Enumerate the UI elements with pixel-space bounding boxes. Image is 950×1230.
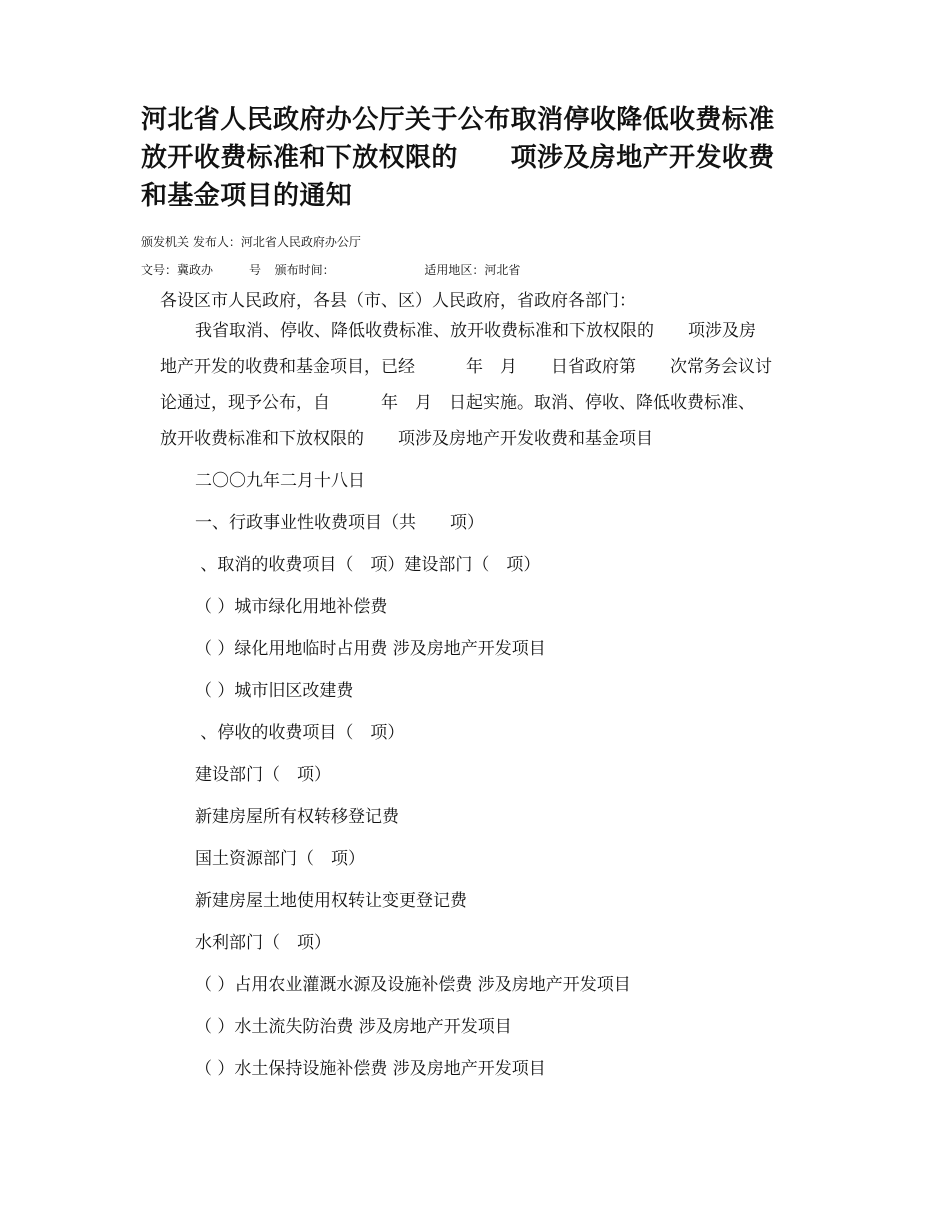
list-item: （ ）城市绿化用地补偿费 [195,597,388,617]
department-heading: 水利部门（ 项） [195,933,331,953]
meta-issue-time: 颁布时间： [274,263,335,277]
subsection-heading: 、取消的收费项目（ 项）建设部门（ 项） [195,555,541,575]
date-line: 二〇〇九年二月十八日 [195,471,365,491]
list-item: （ ）水土保持设施补偿费 涉及房地产开发项目 [195,1059,546,1079]
meta-info-line [141,262,520,278]
body-line: 放开收费标准和下放权限的 项涉及房地产开发收费和基金项目 [160,429,653,449]
meta-issuer-line [141,234,361,250]
title-line: 放开收费标准和下放权限的 项涉及房地产开发收费 [141,143,775,173]
subsection-heading: 、停收的收费项目（ 项） [195,723,405,743]
meta-doc-no: 文号：冀政办 号 [141,263,262,277]
list-item: （ ）占用农业灌溉水源及设施补偿费 涉及房地产开发项目 [195,975,631,995]
list-item: （ ）水土流失防治费 涉及房地产开发项目 [195,1017,512,1037]
body-line: 我省取消、停收、降低收费标准、放开收费标准和下放权限的 项涉及房 [195,321,756,341]
list-item: （ ）城市旧区改建费 [195,681,354,701]
list-item: 新建房屋土地使用权转让变更登记费 [195,891,467,911]
meta-region: 适用地区：河北省 [424,263,521,277]
meta-issuer: 颁发机关 发布人：河北省人民政府办公厅 [141,235,361,249]
body-line: 地产开发的收费和基金项目，已经 年 月 日省政府第 次常务会议讨 [160,357,772,377]
title-line: 河北省人民政府办公厅关于公布取消停收降低收费标准 [141,105,775,135]
salutation: 各设区市人民政府，各县（市、区）人民政府，省政府各部门： [160,291,636,311]
list-item: 新建房屋所有权转移登记费 [195,807,399,827]
department-heading: 建设部门（ 项） [195,765,331,785]
title-line: 和基金项目的通知 [141,181,353,211]
section-heading: 一、行政事业性收费项目（共 项） [195,513,484,533]
list-item: （ ）绿化用地临时占用费 涉及房地产开发项目 [195,639,546,659]
document-title [141,101,831,215]
department-heading: 国土资源部门（ 项） [195,849,365,869]
body-line: 论通过，现予公布，自 年 月 日起实施。取消、停收、降低收费标准、 [160,393,755,413]
